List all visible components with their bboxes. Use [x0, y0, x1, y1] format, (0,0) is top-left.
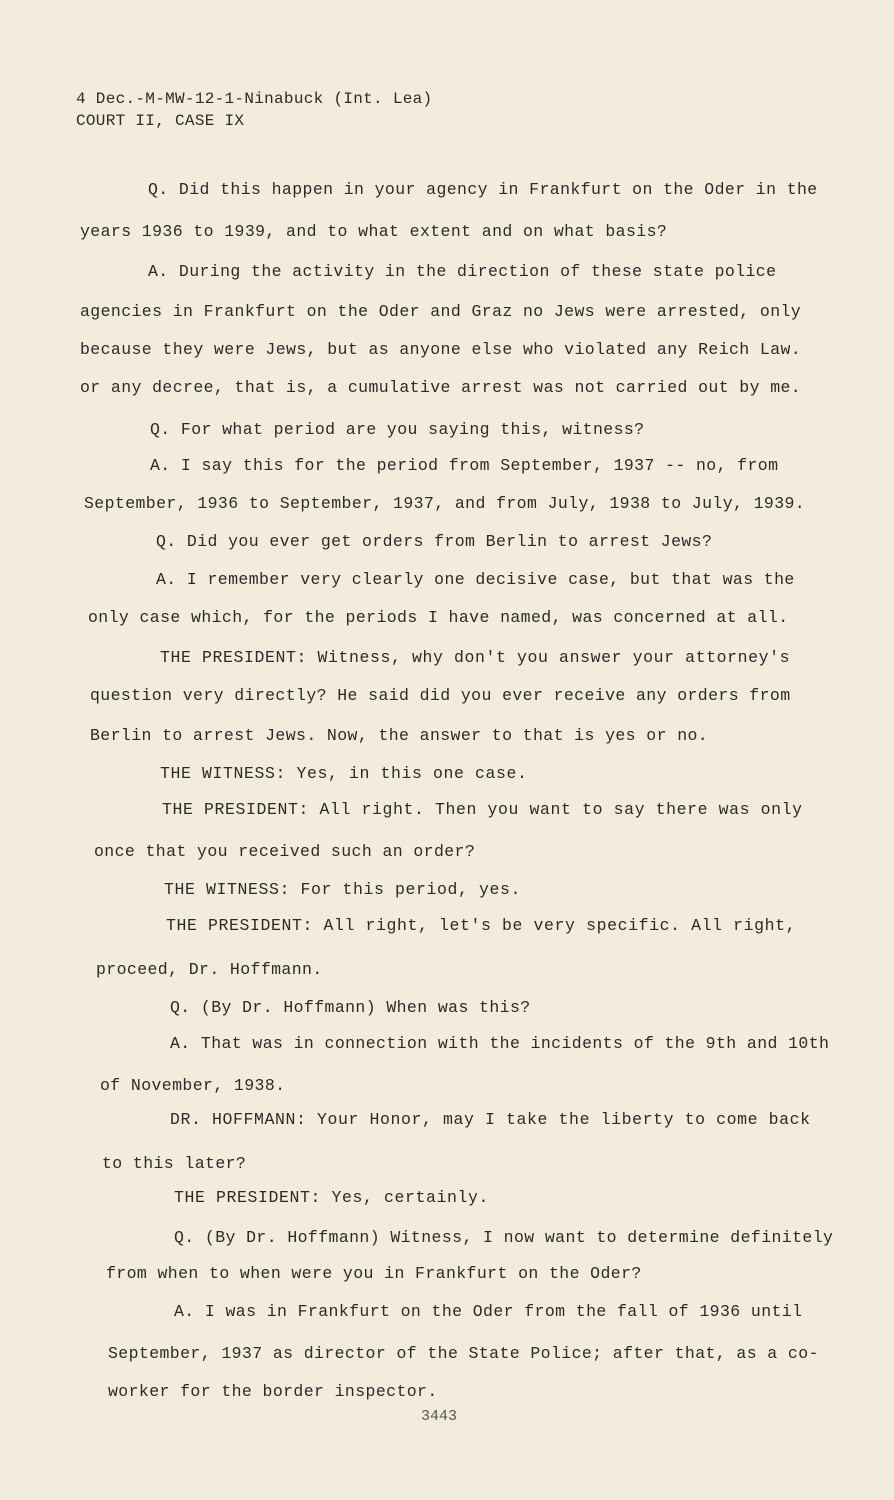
body-line: A. I remember very clearly one decisive case, but that was the [156, 570, 795, 589]
body-line: THE PRESIDENT: All right. Then you want to say there was only [162, 800, 803, 819]
body-line: September, 1937 as director of the State Police; after that, as a co- [108, 1344, 819, 1363]
body-line: September, 1936 to September, 1937, and from July, 1938 to July, 1939. [84, 494, 806, 513]
body-line: Q. Did you ever get orders from Berlin to arrest Jews? [156, 532, 713, 551]
body-line: Q. For what period are you saying this, witness? [150, 420, 645, 439]
body-line: only case which, for the periods I have named, was concerned at all. [88, 608, 789, 627]
body-line: THE WITNESS: Yes, in this one case. [160, 764, 528, 783]
body-line: THE PRESIDENT: All right, let's be very specific. All right, [166, 916, 797, 935]
header-line-2: COURT II, CASE IX [76, 112, 245, 130]
body-line: because they were Jews, but as anyone else who violated any Reich Law. [80, 340, 802, 359]
body-line: THE PRESIDENT: Witness, why don't you answer your attorney's [160, 648, 791, 667]
body-line: once that you received such an order? [94, 842, 476, 861]
body-line: THE PRESIDENT: Yes, certainly. [174, 1188, 490, 1207]
body-line: Q. (By Dr. Hoffmann) Witness, I now want to determine definitely [174, 1228, 834, 1247]
body-line: question very directly? He said did you ever receive any orders from [90, 686, 791, 705]
body-line: from when to when were you in Frankfurt on the Oder? [106, 1264, 642, 1283]
body-line: worker for the border inspector. [108, 1382, 438, 1401]
body-line: DR. HOFFMANN: Your Honor, may I take the liberty to come back [170, 1110, 811, 1129]
body-line: years 1936 to 1939, and to what extent and on what basis? [80, 222, 668, 241]
body-line: A. During the activity in the direction of these state police [148, 262, 777, 281]
body-line: A. That was in connection with the incidents of the 9th and 10th [170, 1034, 830, 1053]
body-line: or any decree, that is, a cumulative arrest was not carried out by me. [80, 378, 802, 397]
body-line: Berlin to arrest Jews. Now, the answer to that is yes or no. [90, 726, 709, 745]
body-line: proceed, Dr. Hoffmann. [96, 960, 323, 979]
body-line: Q. (By Dr. Hoffmann) When was this? [170, 998, 531, 1017]
document-header [76, 88, 432, 132]
page-number: 3443 [421, 1408, 458, 1425]
body-line: to this later? [102, 1154, 247, 1173]
header-line-1: 4 Dec.-M-MW-12-1-Ninabuck (Int. Lea) [76, 90, 433, 108]
body-line: of November, 1938. [100, 1076, 286, 1095]
body-line: THE WITNESS: For this period, yes. [164, 880, 522, 899]
body-line: A. I was in Frankfurt on the Oder from the fall of 1936 until [174, 1302, 803, 1321]
body-line: agencies in Frankfurt on the Oder and Graz no Jews were arrested, only [80, 302, 802, 321]
body-line: A. I say this for the period from September, 1937 -- no, from [150, 456, 779, 475]
body-line: Q. Did this happen in your agency in Frankfurt on the Oder in the [148, 180, 818, 199]
